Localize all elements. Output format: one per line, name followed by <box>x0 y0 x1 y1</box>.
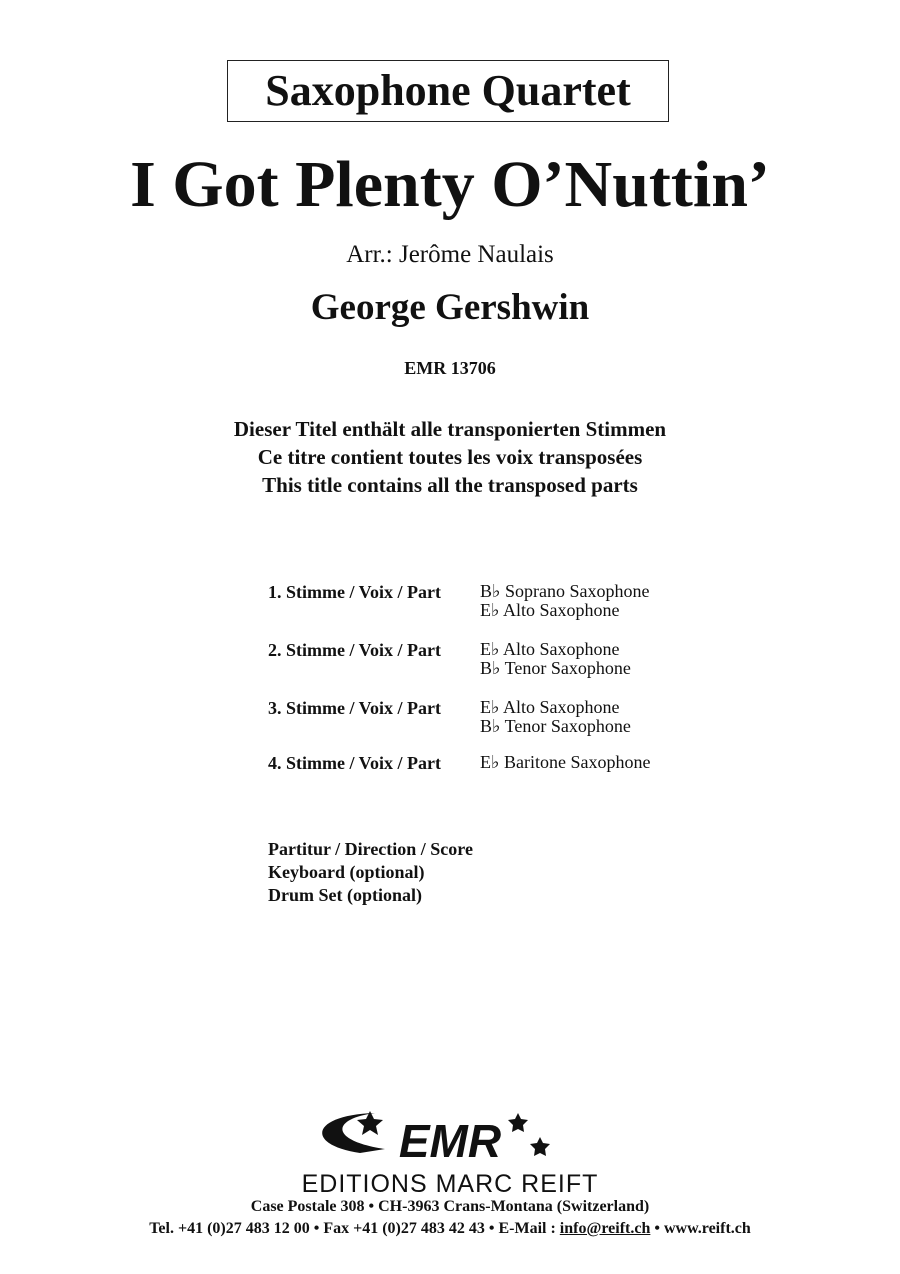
ensemble-label: Saxophone Quartet <box>265 66 631 115</box>
instrument: B♭ Tenor Saxophone <box>480 716 631 736</box>
part-instruments <box>480 753 650 772</box>
emr-logo <box>300 1105 600 1175</box>
instrument: E♭ Alto Saxophone <box>480 600 620 620</box>
parts-list <box>268 582 768 793</box>
part-label: 4. Stimme / Voix / Part <box>268 753 441 773</box>
part-row-3 <box>268 698 768 753</box>
composer: George Gershwin <box>310 287 590 328</box>
contact-phone-fax: Tel. +41 (0)27 483 12 00 • Fax +41 (0)27 483 42 43 • E-Mail : <box>149 1220 560 1237</box>
extras-list <box>268 838 473 907</box>
arranger: Arr.: Jerôme Naulais <box>346 241 554 268</box>
website: • www.reift.ch <box>650 1220 751 1237</box>
logo-text: EMR <box>398 1115 502 1167</box>
publisher-name: EDITIONS MARC REIFT <box>301 1170 599 1198</box>
notice-de: Dieser Titel enthält alle transponierten Stimmen <box>233 417 667 441</box>
ensemble-box <box>227 60 669 122</box>
part-instruments <box>480 582 649 620</box>
part-instruments <box>480 640 631 678</box>
part-label: 3. Stimme / Voix / Part <box>268 698 441 718</box>
part-instruments <box>480 698 631 736</box>
publisher-contact <box>0 1219 900 1239</box>
email-link[interactable]: info@reift.ch <box>559 1220 651 1237</box>
extra-item: Keyboard (optional) <box>268 862 425 882</box>
piece-title: I Got Plenty O’Nuttin’ <box>130 148 770 221</box>
part-label: 2. Stimme / Voix / Part <box>268 640 441 660</box>
part-row-2 <box>268 640 768 698</box>
publisher-address: Case Postale 308 • CH-3963 Crans-Montana (Switzerland) <box>250 1198 650 1215</box>
notice-en: This title contains all the transposed parts <box>262 473 638 497</box>
star-icon <box>508 1113 528 1132</box>
instrument: E♭ Alto Saxophone <box>480 639 620 659</box>
instrument: E♭ Alto Saxophone <box>480 697 620 717</box>
extra-item: Partitur / Direction / Score <box>268 839 473 859</box>
part-row-4 <box>268 753 768 793</box>
instrument: B♭ Soprano Saxophone <box>480 581 650 601</box>
catalog-code: EMR 13706 <box>404 358 496 378</box>
part-label: 1. Stimme / Voix / Part <box>268 582 441 602</box>
instrument: B♭ Tenor Saxophone <box>480 658 631 678</box>
instrument: E♭ Baritone Saxophone <box>480 752 651 772</box>
star-icon <box>530 1137 550 1156</box>
extra-item: Drum Set (optional) <box>268 885 422 905</box>
part-row-1 <box>268 582 768 640</box>
notice-fr: Ce titre contient toutes les voix transposées <box>257 445 643 469</box>
